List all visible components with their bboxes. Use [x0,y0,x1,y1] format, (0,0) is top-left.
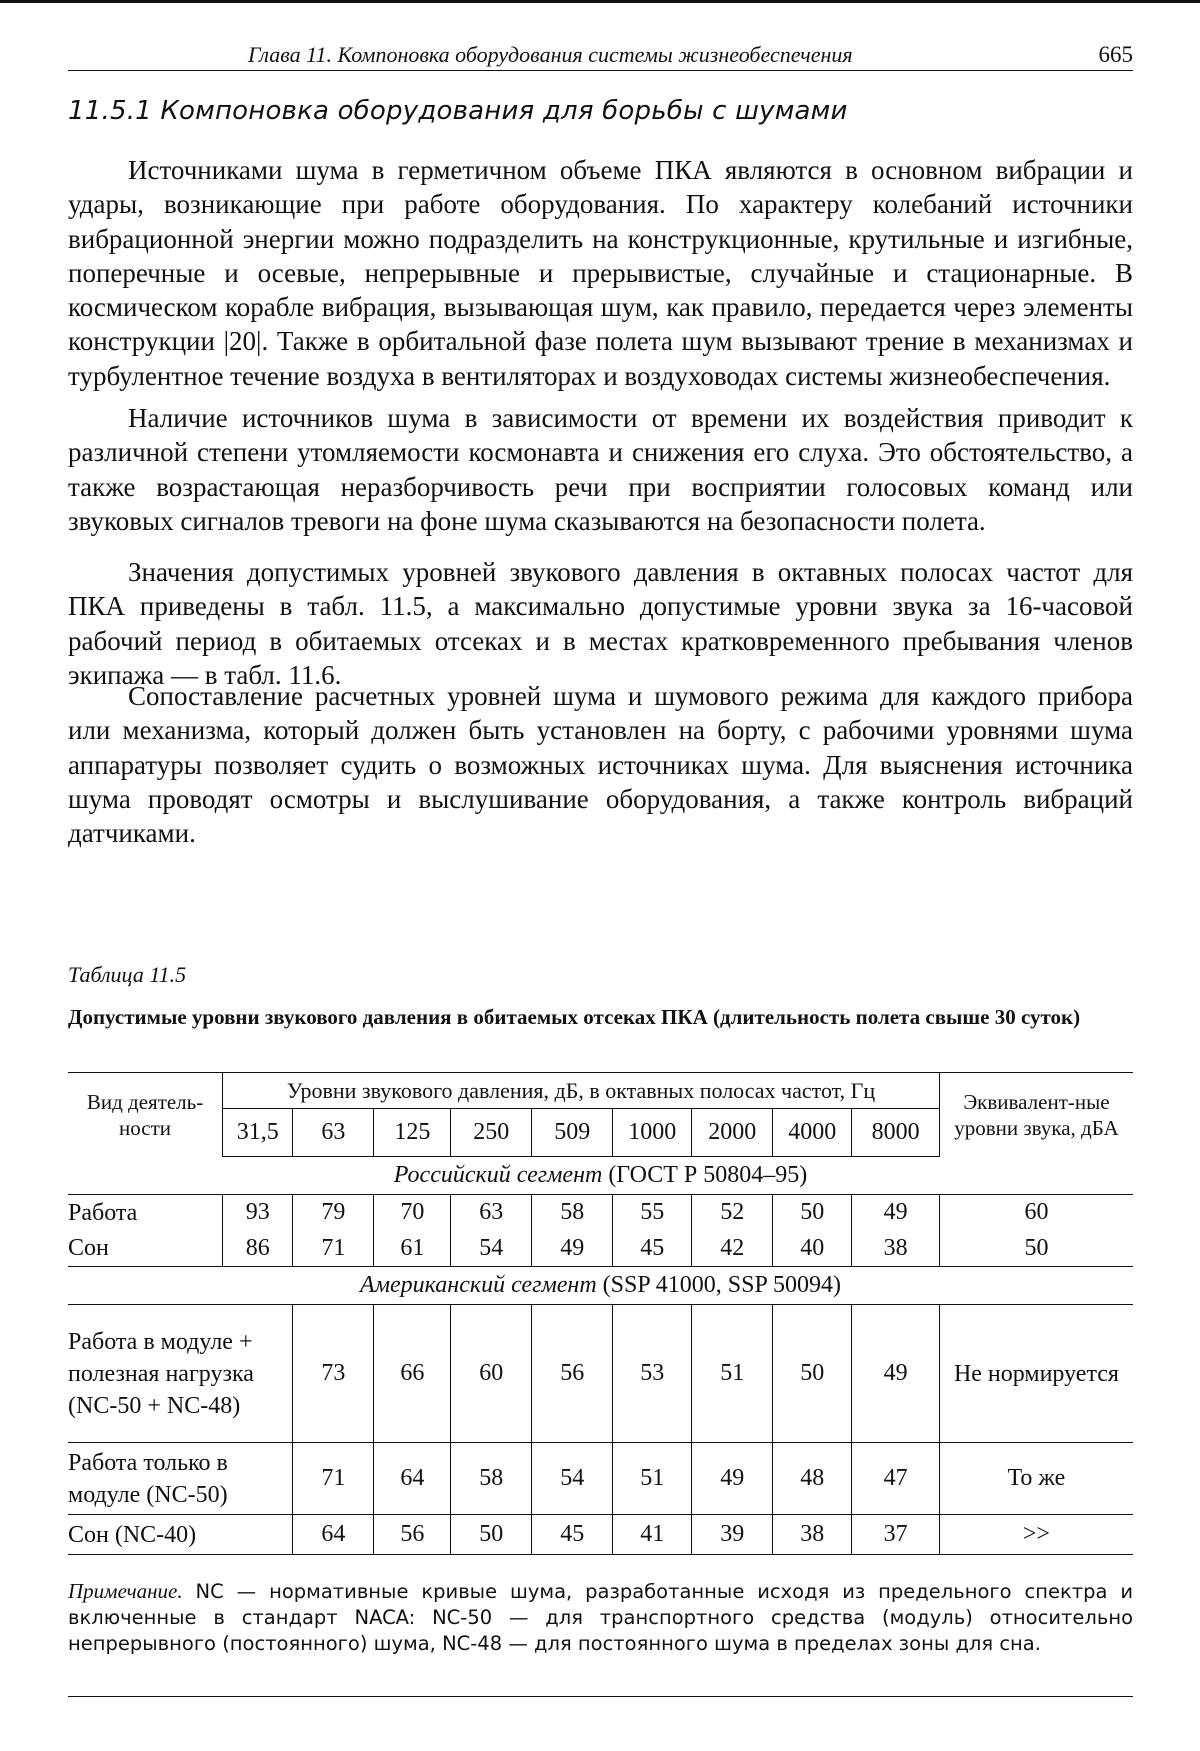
equivalent-cell: То же [939,1443,1133,1515]
table-cell: 45 [613,1231,692,1267]
freq-header: 2000 [692,1109,773,1157]
table-cell: 66 [374,1305,451,1443]
row-label: Сон (NC-40) [68,1515,293,1555]
table-cell: 61 [374,1231,451,1267]
header-equivalent: Эквивалент-ные уровни звука, дБА [939,1073,1133,1157]
table-cell: 56 [532,1305,613,1443]
table-cell: 49 [532,1231,613,1267]
equivalent-cell: 50 [939,1231,1133,1267]
segment-name: Российский сегмент [393,1162,603,1188]
table-bottom-rule [68,1696,1133,1697]
running-header [68,40,1133,71]
freq-header: 1000 [613,1109,692,1157]
table-cell: 58 [532,1195,613,1231]
segment-heading-american [68,1267,1133,1305]
table-cell: 45 [532,1515,613,1555]
row-label: Работа в модуле + полезная нагрузка (NC-50 + NC-48) [68,1305,293,1443]
table-cell: 56 [374,1515,451,1555]
table-row [68,1195,1133,1231]
table-note [68,1578,1133,1657]
table-caption: Таблица 11.5 [68,962,187,987]
note-text: NC — нормативные кривые шума, разработанные исходя из предельного спектра и включенные в стандарт NACA: NC-50 — для транспортного средства (модуль) относительно непрерывного (постоянного) шума, NC-48 — для постоянного шума в пределах зоны для сна. [68,1580,1133,1655]
table-cell: 50 [773,1305,852,1443]
table-title: Допустимые уровни звукового давления в обитаемых отсеках ПКА (длительность полета свыше 30 суток) [68,1005,1081,1029]
table-cell: 51 [613,1443,692,1515]
table-cell: 54 [451,1231,532,1267]
row-label: Работа только в модуле (NC-50) [68,1443,293,1515]
table-cell: 42 [692,1231,773,1267]
table-cell: 48 [773,1443,852,1515]
table-cell: 79 [293,1195,374,1231]
table-cell: 55 [613,1195,692,1231]
table-row [68,1231,1133,1267]
note-label: Примечание. [68,1579,183,1603]
table-cell: 51 [692,1305,773,1443]
header-levels: Уровни звукового давления, дБ, в октавных полосах частот, Гц [223,1073,940,1109]
table-cell: 50 [773,1195,852,1231]
table-row [68,1305,1133,1443]
table-cell: 47 [852,1443,940,1515]
row-label: Сон [68,1231,223,1267]
equivalent-cell: Не нормируется [939,1305,1133,1443]
freq-header: 31,5 [223,1109,293,1157]
table-cell: 53 [613,1305,692,1443]
table-cell: 39 [692,1515,773,1555]
noise-levels-table [68,1072,1133,1555]
segment-standard: (SSP 41000, SSP 50094) [602,1272,841,1298]
table-cell: 64 [293,1515,374,1555]
table-cell: 64 [374,1443,451,1515]
header-activity: Вид деятель-ности [68,1073,223,1157]
table-cell: 38 [773,1515,852,1555]
table-cell: 52 [692,1195,773,1231]
table-cell: 54 [532,1443,613,1515]
table-cell: 40 [773,1231,852,1267]
table-cell: 93 [223,1195,293,1231]
paragraph-3: Значения допустимых уровней звукового давления в октавных полосах частот для ПКА приведены в табл. 11.5, а максимально допустимые уровни звука за 16-часовой рабочий период в обитаемых отсеках и в местах кратковременного пребывания членов экипажа — в табл. 11.6. [68,557,1133,690]
page-number: 665 [1098,42,1133,67]
table-cell: 71 [293,1443,374,1515]
table-cell: 38 [852,1231,940,1267]
table-cell: 49 [852,1305,940,1443]
paragraph-2: Наличие источников шума в зависимости от времени их воздействия приводит к различной степени утомляемости космонавта и снижения его слуха. Это обстоятельство, а также возрастающая неразборчивость речи при восприятии голосовых команд или звуковых сигналов тревоги на фоне шума сказываются на безопасности полета. [68,403,1133,536]
freq-header: 509 [532,1109,613,1157]
freq-header: 125 [374,1109,451,1157]
table-row [68,1443,1133,1515]
freq-header: 4000 [773,1109,852,1157]
table-cell: 49 [692,1443,773,1515]
paragraph-4: Сопоставление расчетных уровней шума и шумового режима для каждого прибора или механизма, который должен быть установлен на борту, с рабочими уровнями шума аппаратуры позволяет судить о возможных источниках шума. Для выяснения источника шума проводят осмотры и выслушивание оборудования, а также контроль вибраций датчиками. [68,681,1133,849]
running-header-title: Глава 11. Компоновка оборудования системы жизнеобеспечения [248,42,853,67]
table-cell: 73 [293,1305,374,1443]
equivalent-cell: >> [939,1515,1133,1555]
table-row [68,1515,1133,1555]
table-cell: 63 [451,1195,532,1231]
freq-header: 250 [451,1109,532,1157]
section-title: 11.5.1 Компоновка оборудования для борьбы с шумами [68,96,848,126]
table-cell: 37 [852,1515,940,1555]
table-cell: 49 [852,1195,940,1231]
freq-header: 63 [293,1109,374,1157]
table-cell: 70 [374,1195,451,1231]
table-cell: 58 [451,1443,532,1515]
paragraph-1: Источниками шума в герметичном объеме ПКА являются в основном вибрации и удары, возникающие при работе оборудования. По характеру колебаний источники вибрационной энергии можно подразделить на конструкционные, крутильные и изгибные, поперечные и осевые, непрерывные и прерывистые, случайные и стационарные. В космическом корабле вибрация, вызывающая шум, как правило, передается через элементы конструкции |20|. Также в орбитальной фазе полета шум вызывают трение в механизмах и турбулентное течение воздуха в вентиляторах и воздуховодах системы жизнеобеспечения. [68,155,1133,391]
equivalent-cell: 60 [1024,1199,1049,1226]
top-rule [0,0,1200,3]
segment-standard: (ГОСТ Р 50804–95) [608,1162,808,1188]
table-cell: 41 [613,1515,692,1555]
table-cell: 60 [451,1305,532,1443]
freq-header: 8000 [852,1109,940,1157]
segment-name: Американский сегмент [360,1272,597,1298]
segment-heading-russian [68,1157,1133,1195]
table-cell: 71 [293,1231,374,1267]
table-cell: 50 [451,1515,532,1555]
row-label: Работа [68,1195,223,1231]
table-cell: 86 [223,1231,293,1267]
